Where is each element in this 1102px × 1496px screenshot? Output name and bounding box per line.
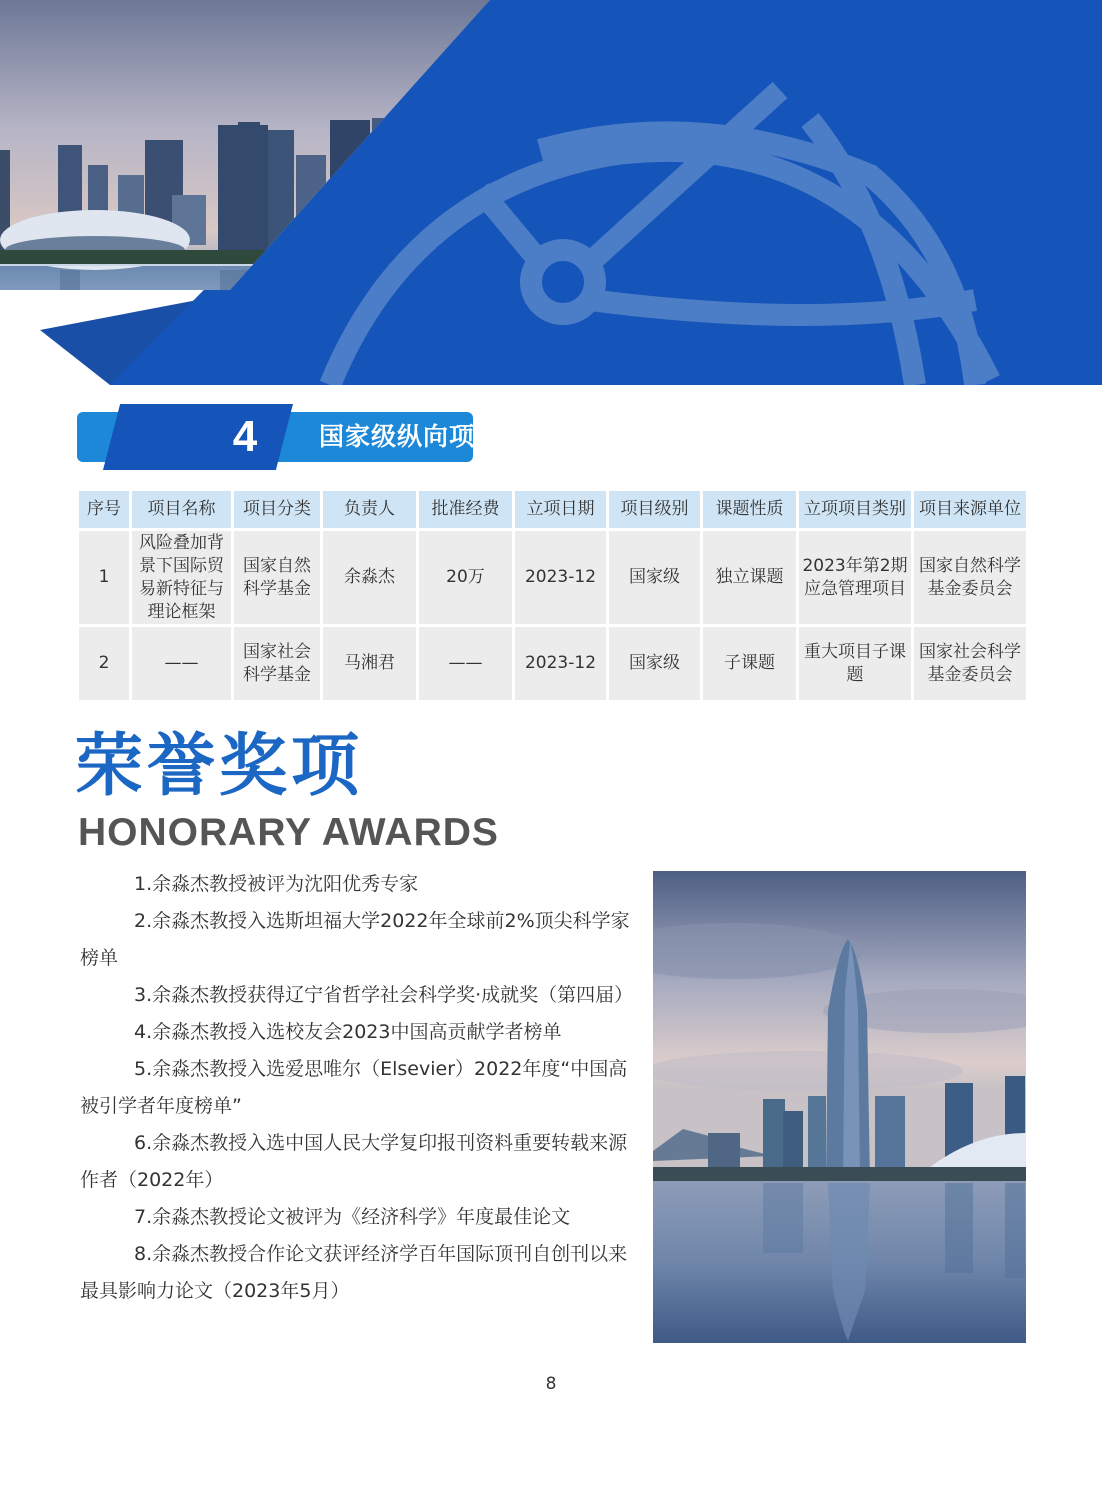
table-header-cell: 立项日期: [514, 490, 608, 530]
award-item: 5.余淼杰教授入选爱思唯尔（Elsevier）2022年度“中国高被引学者年度榜单”: [80, 1058, 628, 1117]
table-cell: 国家社会科学基金委员会: [913, 626, 1028, 702]
table-cell: 国家级: [608, 530, 702, 626]
table-cell: 国家自然科学基金委员会: [913, 530, 1028, 626]
table-header-cell: 项目名称: [131, 490, 233, 530]
table-header-cell: 序号: [78, 490, 131, 530]
table-cell: ——: [131, 626, 233, 702]
section-title: 国家级纵向项目: [319, 422, 502, 451]
table-cell: 马湘君: [322, 626, 418, 702]
awards-list: [80, 866, 640, 1310]
table-cell: 1: [78, 530, 131, 626]
table-cell: 2023-12: [514, 530, 608, 626]
table-cell: 余淼杰: [322, 530, 418, 626]
table-header-cell: 批准经费: [418, 490, 514, 530]
table-header-cell: 课题性质: [702, 490, 798, 530]
projects-table: [76, 488, 1029, 703]
table-row: [78, 530, 1028, 626]
skyscraper-reflection-photo: [653, 871, 1026, 1343]
section-number: 4: [232, 412, 258, 461]
award-item: 1.余淼杰教授被评为沈阳优秀专家: [134, 873, 419, 895]
award-item: 8.余淼杰教授合作论文获评经济学百年国际顶刊自创刊以来最具影响力论文（2023年5月）: [80, 1243, 628, 1302]
award-item: 3.余淼杰教授获得辽宁省哲学社会科学奖·成就奖（第四届）: [134, 984, 634, 1006]
table-cell: 国家自然科学基金: [233, 530, 322, 626]
table-cell: 独立课题: [702, 530, 798, 626]
award-item: 6.余淼杰教授入选中国人民大学复印报刊资料重要转载来源作者（2022年）: [80, 1132, 628, 1191]
table-cell: 国家级: [608, 626, 702, 702]
award-item: 4.余淼杰教授入选校友会2023中国高贡献学者榜单: [134, 1021, 562, 1043]
header-graphic: [0, 0, 1102, 385]
table-cell: 2: [78, 626, 131, 702]
table-header-cell: 项目分类: [233, 490, 322, 530]
table-cell: 2023年第2期应急管理项目: [798, 530, 913, 626]
table-cell: 子课题: [702, 626, 798, 702]
table-cell: ——: [418, 626, 514, 702]
page-number: 8: [545, 1374, 557, 1394]
table-header-cell: 立项项目类别: [798, 490, 913, 530]
table-cell: 2023-12: [514, 626, 608, 702]
table-cell: 风险叠加背景下国际贸易新特征与理论框架: [131, 530, 233, 626]
table-header-row: [78, 490, 1028, 530]
table-cell: 20万: [418, 530, 514, 626]
table-header-cell: 项目级别: [608, 490, 702, 530]
table-header-cell: 项目来源单位: [913, 490, 1028, 530]
awards-subtitle: HONORARY AWARDS: [78, 811, 499, 854]
table-row: [78, 626, 1028, 702]
table-cell: 国家社会科学基金: [233, 626, 322, 702]
table-cell: 重大项目子课题: [798, 626, 913, 702]
award-item: 7.余淼杰教授论文被评为《经济科学》年度最佳论文: [134, 1206, 571, 1228]
table-header-cell: 负责人: [322, 490, 418, 530]
awards-title: 荣誉奖项: [75, 727, 364, 806]
header-banner: [0, 0, 1102, 385]
award-item: 2.余淼杰教授入选斯坦福大学2022年全球前2%顶尖科学家榜单: [80, 910, 630, 969]
photo-graphic: [653, 871, 1026, 1343]
section-heading: [77, 404, 502, 470]
